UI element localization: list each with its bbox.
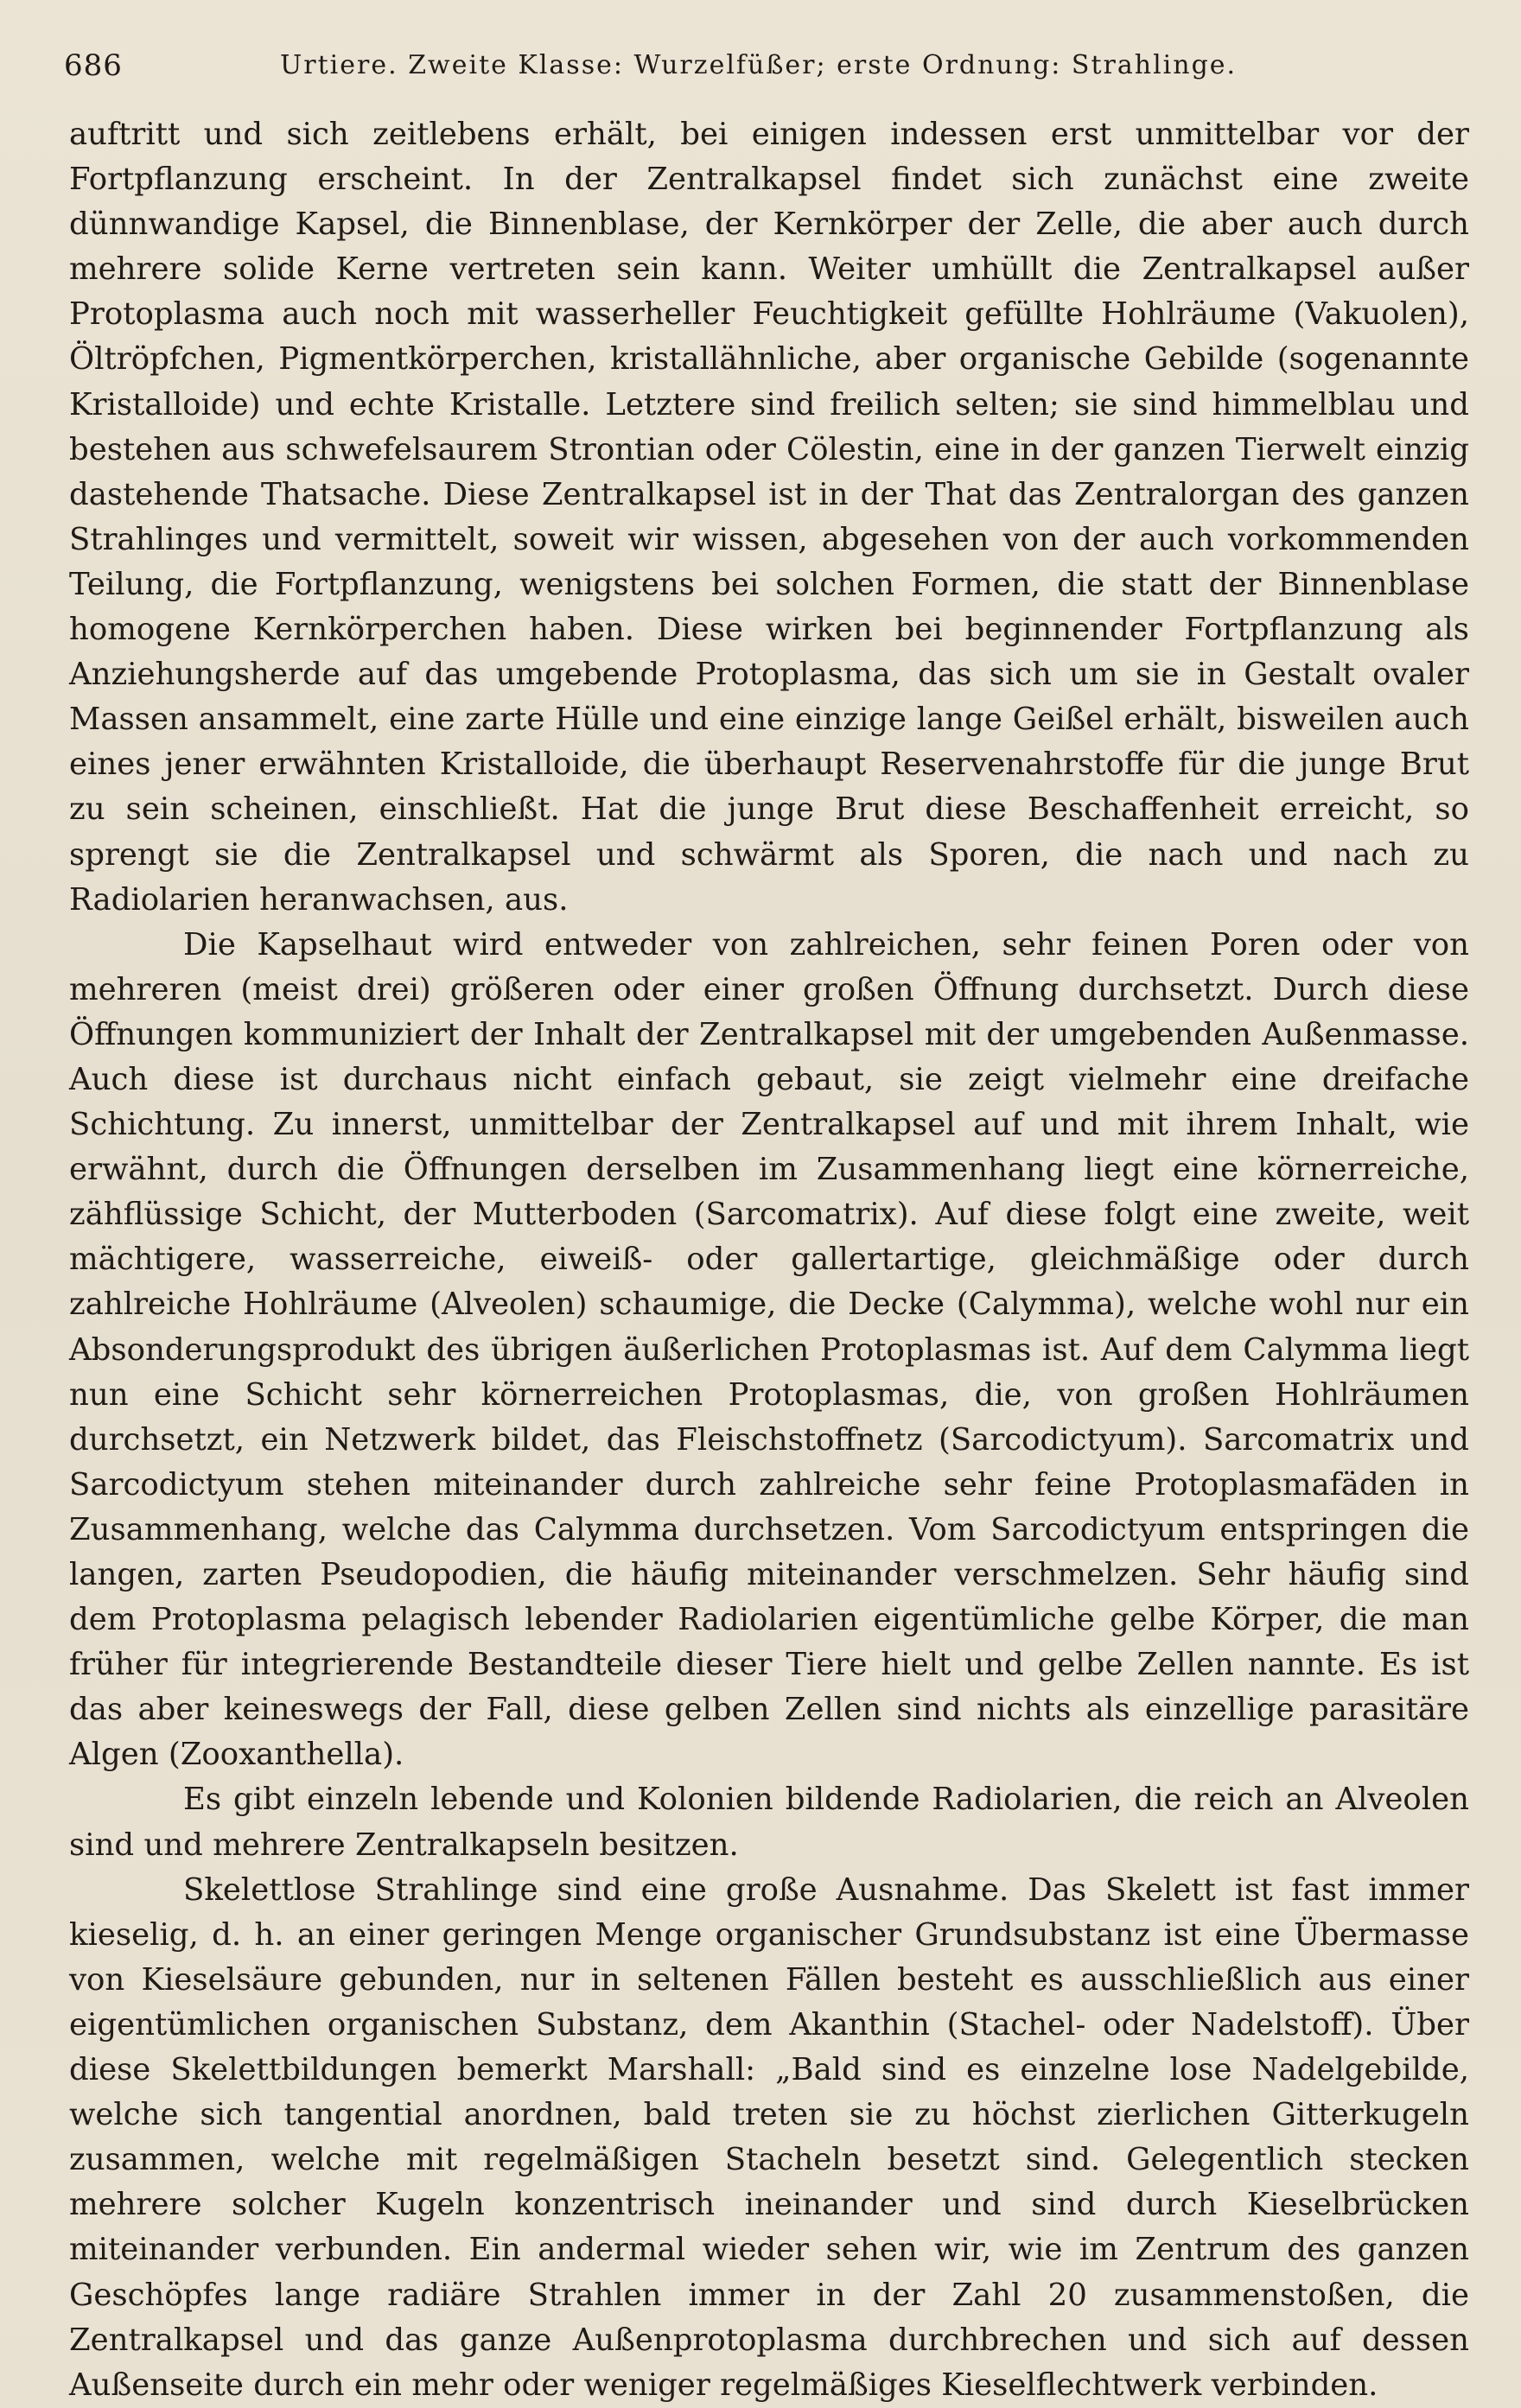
running-head: Urtiere. Zweite Klasse: Wurzelfüßer; erste Ordnung: Strahlinge. xyxy=(280,50,1238,80)
body-text xyxy=(69,112,1469,2408)
paragraph-3: Es gibt einzeln lebende und Kolonien bildende Radiolarien, die reich an Alveolen sind und mehrere Zentralkapseln besitzen. xyxy=(69,1782,1469,1863)
page-number: 686 xyxy=(64,48,123,83)
paragraph-1: auftritt und sich zeitlebens erhält, bei einigen indessen erst unmittelbar vor der Fortpflanzung erscheint. In der Zentralkapsel findet sich zunächst eine zweite dünnwandige Kapsel, die Binnenblase, der Kernkörper der Zelle, die aber auch durch mehrere solide Kerne vertreten sein kann. Weiter umhüllt die Zentralkapsel außer Protoplasma auch noch mit wasserheller Feuchtigkeit gefüllte Hohlräume (Vakuolen), Öltröpfchen, Pigmentkörperchen, kristallähnliche, aber organische Gebilde (sogenannte Kristalloide) und echte Kristalle. Letztere sind freilich selten; sie sind himmelblau und bestehen aus schwefelsaurem Strontian oder Cölestin, eine in der ganzen Tierwelt einzig dastehende Thatsache. Diese Zentralkapsel ist in der That das Zentralorgan des ganzen Strahlinges und vermittelt, soweit wir wissen, abgesehen von der auch vorkommenden Teilung, die Fortpflanzung, wenigstens bei solchen Formen, die statt der Binnenblase homogene Kernkörperchen haben. Diese wirken bei beginnender Fortpflanzung als Anziehungsherde auf das umgebende Protoplasma, das sich um sie in Gestalt ovaler Massen ansammelt, eine zarte Hülle und eine einzige lange Geißel erhält, bisweilen auch eines jener erwähnten Kristalloide, die überhaupt Reservenahrstoffe für die junge Brut zu sein scheinen, einschließt. Hat die junge Brut diese Beschaffenheit erreicht, so sprengt sie die Zentralkapsel und schwärmt als Sporen, die nach und nach zu Radiolarien heranwachsen, aus. xyxy=(69,117,1469,918)
paragraph-2: Die Kapselhaut wird entweder von zahlreichen, sehr feinen Poren oder von mehreren (meist drei) größeren oder einer großen Öffnung durchsetzt. Durch diese Öffnungen kommuniziert der Inhalt der Zentralkapsel mit der umgebenden Außenmasse. Auch diese ist durchaus nicht einfach gebaut, sie zeigt vielmehr eine dreifache Schichtung. Zu innerst, unmittelbar der Zentralkapsel auf und mit ihrem Inhalt, wie erwähnt, durch die Öffnungen derselben im Zusammenhang liegt eine körnerreiche, zähflüssige Schicht, der Mutterboden (Sarcomatrix). Auf diese folgt eine zweite, weit mächtigere, wasserreiche, eiweiß- oder gallertartige, gleichmäßige oder durch zahlreiche Hohlräume (Alveolen) schaumige, die Decke (Calymma), welche wohl nur ein Absonderungsprodukt des übrigen äußerlichen Protoplasmas ist. Auf dem Calymma liegt nun eine Schicht sehr körnerreichen Protoplasmas, die, von großen Hohlräumen durchsetzt, ein Netzwerk bildet, das Fleischstoffnetz (Sarcodictyum). Sarcomatrix und Sarcodictyum stehen miteinander durch zahlreiche sehr feine Protoplasmafäden in Zusammenhang, welche das Calymma durchsetzen. Vom Sarcodictyum entspringen die langen, zarten Pseudopodien, die häufig miteinander verschmelzen. Sehr häufig sind dem Protoplasma pelagisch lebender Radiolarien eigentümliche gelbe Körper, die man früher für integrierende Bestandteile dieser Tiere hielt und gelbe Zellen nannte. Es ist das aber keineswegs der Fall, diese gelben Zellen sind nichts als einzellige parasitäre Algen (Zooxanthella). xyxy=(69,926,1469,1773)
page-header xyxy=(64,47,1464,90)
paragraph-4: Skelettlose Strahlinge sind eine große Ausnahme. Das Skelett ist fast immer kieselig, d. h. an einer geringen Menge organischer Grundsubstanz ist eine Übermasse von Kieselsäure gebunden, nur in seltenen Fällen besteht es ausschließlich aus einer eigentümlichen organischen Substanz, dem Akanthin (Stachel- oder Nadelstoff). Über diese Skelettbildungen bemerkt Marshall: „Bald sind es einzelne lose Nadelgebilde, welche sich tangential anordnen, bald treten sie zu höchst zierlichen Gitterkugeln zusammen, welche mit regelmäßigen Stacheln besetzt sind. Gelegentlich stecken mehrere solcher Kugeln konzentrisch ineinander und sind durch Kieselbrücken miteinander verbunden. Ein andermal wieder sehen wir, wie im Zentrum des ganzen Geschöpfes lange radiäre Strahlen immer in der Zahl 20 zusammenstoßen, die Zentralkapsel und das ganze Außenprotoplasma durchbrechen und sich auf dessen Außenseite durch ein mehr oder weniger regelmäßiges Kieselflechtwerk verbinden. xyxy=(69,1871,1469,2403)
